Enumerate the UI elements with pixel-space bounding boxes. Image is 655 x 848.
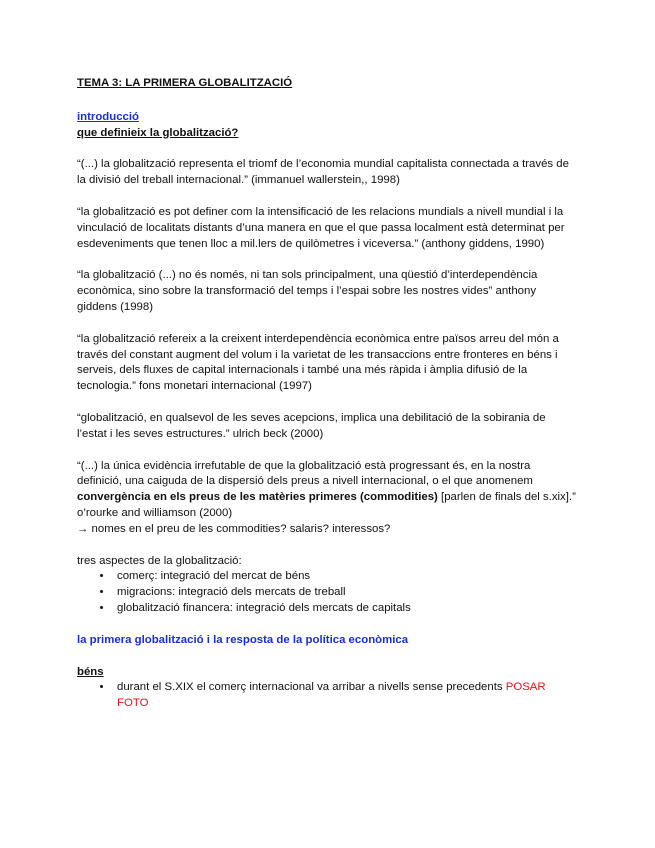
intro-link[interactable] [77,110,577,126]
quote-paragraph: “(...) la globalització representa el triomf de l’economia mundial capitalista connectada a través de la divisió del treball internacional.” (immanuel wallerstein,, 1998) [77,158,569,187]
section-heading: la primera globalització i la resposta de la política econòmica [77,633,409,646]
subsection-heading: béns [77,665,104,678]
aspects-intro: tres aspectes de la globalització: [77,554,242,567]
list-item-text: durant el S.XIX el comerç internacional va arribar a nivells sense precedents [117,681,506,694]
question-heading: que definieix la globalització? [77,126,239,139]
list-item: • comerç: integració del mercat de béns [113,569,577,585]
photo-note: POSAR FOTO [117,681,546,710]
list-item: • migracions: integració dels mercats de treball [113,585,577,601]
quote-paragraph: “la globalització refereix a la creixent interdependència econòmica entre països arreu del món a través del constant augment del volum i la varietat de les transaccions entre fronteres en béns i serveis, dels fluxes de capital internacionals i també una més ràpida i àmplia difusió de la tecnologia.” fons monetari internacional (1997) [77,332,559,393]
intro-link-text[interactable]: introducció [77,110,140,123]
quote-text: “(...) la única evidència irrefutable de que la globalització està progressant és, en la nostra definició, una caiguda de la dispersió dels preus a nivell internacional, o el que anomenem [77,459,533,488]
quote-text: [parlen de finals del s.xix].” o’rourke and williamson (2000) [77,491,576,519]
arrow-note: → nomes en el preu de les commodities? salaris? interessos? [77,522,391,535]
quote-paragraph: “la globalització (...) no és només, ni tan sols principalment, una qüestió d’interdependència econòmica, sino sobre la transformació del temps i l’espai sobre les nostres vides” anthony giddens (1998) [77,269,538,313]
document-page [77,76,577,728]
quote-bold-text: convergència en els preus de les matèries primeres (commodities) [77,491,438,504]
list-item: • globalització financera: integració dels mercats de capitals [113,601,577,617]
aspects-list [77,569,577,616]
page-title: TEMA 3: LA PRIMERA GLOBALITZACIÓ [77,77,293,89]
quote-paragraph: “globalització, en qualsevol de les seves acepcions, implica una debilitació de la sobirania de l’estat i les seves estructures.” ulrich beck (2000) [77,411,546,440]
quote-paragraph-last [77,459,577,538]
benes-list [77,680,577,712]
quote-paragraph: “la globalització es pot definer com la intensificació de les relacions mundials a nivell mundial i la vinculació de localitats distants d’una manera en que el que passa localment està determinat per esdeveniments que tenen lloc a mil.lers de quilòmetres i viceversa.” (anthony giddens, 1990) [77,205,565,250]
list-item [113,680,577,712]
